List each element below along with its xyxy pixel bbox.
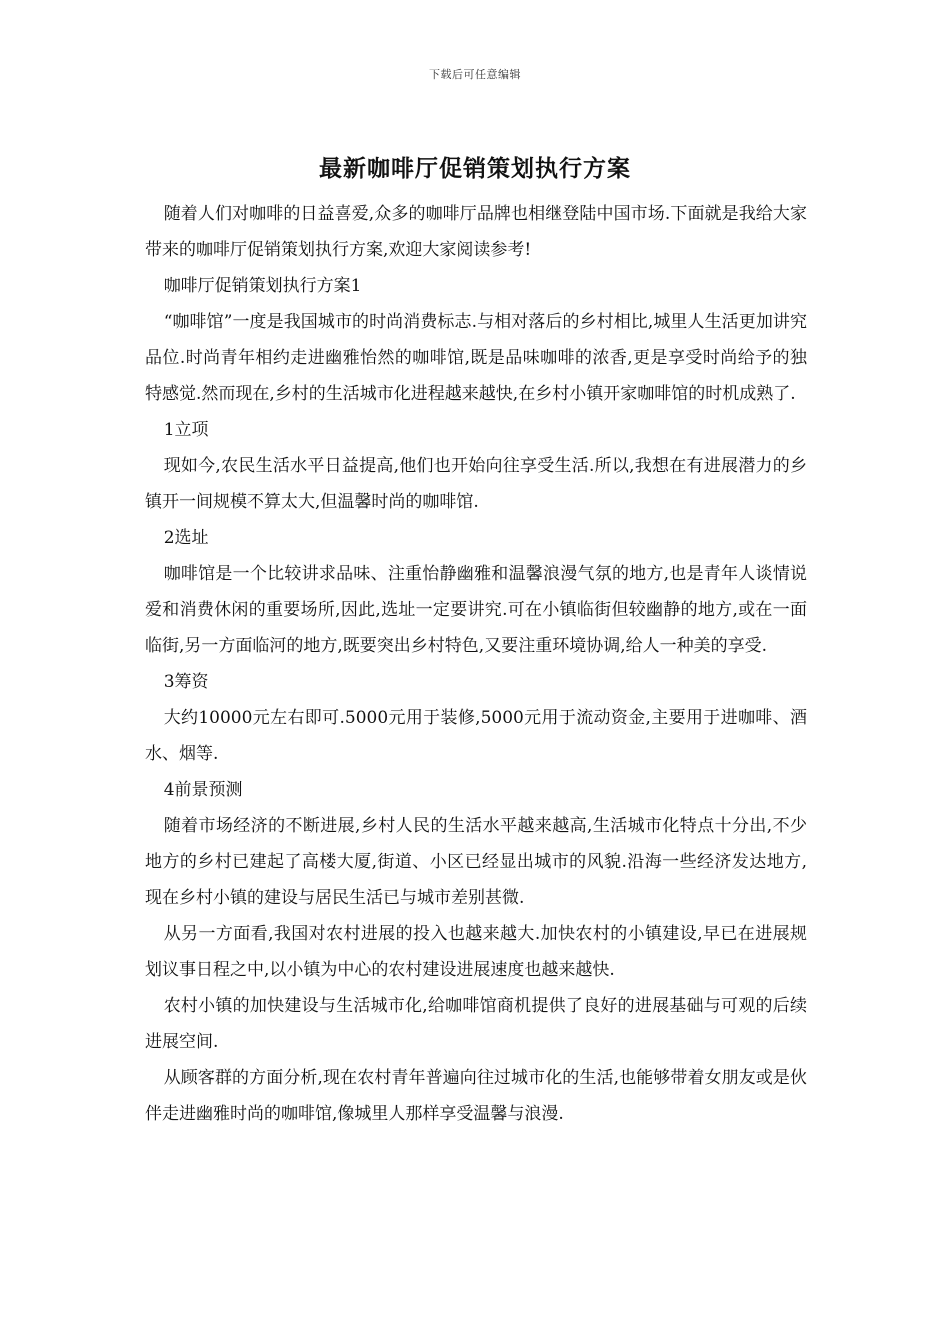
section-heading-plan-1: 咖啡厅促销策划执行方案1 — [163, 276, 362, 296]
paragraph-outlook-1: 随着市场经济的不断进展,乡村人民的生活水平越来越高,生活城市化特点十分出,不少地方的乡村已建起了高楼大厦,街道、小区已经显出城市的风貌.沿海一些经济发达地方,现在乡村小镇的建设与居民生活已与城市差别甚微. — [145, 816, 807, 908]
paragraph-outlook-2: 从另一方面看,我国对农村进展的投入也越来越大.加快农村的小镇建设,早已在进展规划议事日程之中,以小镇为中心的农村建设进展速度也越来越快. — [145, 924, 807, 980]
paragraph-funding: 大约10000元左右即可.5000元用于装修,5000元用于流动资金,主要用于进咖啡、酒水、烟等. — [145, 708, 807, 764]
paragraph-intro: 随着人们对咖啡的日益喜爱,众多的咖啡厅品牌也相继登陆中国市场.下面就是我给大家带来的咖啡厅促销策划执行方案,欢迎大家阅读参考! — [145, 204, 807, 260]
section-heading-project: 1立项 — [163, 420, 209, 440]
paragraph-outlook-3: 农村小镇的加快建设与生活城市化,给咖啡馆商机提供了良好的进展基础与可观的后续进展空间. — [145, 996, 807, 1052]
paragraph-location: 咖啡馆是一个比较讲求品味、注重怡静幽雅和温馨浪漫气氛的地方,也是青年人谈情说爱和消费休闲的重要场所,因此,选址一定要讲究.可在小镇临街但较幽静的地方,或在一面临街,另一方面临河的地方,既要突出乡村特色,又要注重环境协调,给人一种美的享受. — [145, 564, 807, 656]
paragraph-project: 现如今,农民生活水平日益提高,他们也开始向往享受生活.所以,我想在有进展潜力的乡镇开一间规模不算太大,但温馨时尚的咖啡馆. — [145, 456, 807, 512]
header-note: 下载后可任意编辑 — [429, 68, 521, 81]
section-heading-location: 2选址 — [163, 528, 209, 548]
section-heading-outlook: 4前景预测 — [163, 780, 243, 800]
document-body — [145, 196, 807, 1132]
paragraph-outlook-4: 从顾客群的方面分析,现在农村青年普遍向往过城市化的生活,也能够带着女朋友或是伙伴走进幽雅时尚的咖啡馆,像城里人那样享受温馨与浪漫. — [145, 1068, 807, 1124]
section-heading-funding: 3筹资 — [163, 672, 209, 692]
document-title: 最新咖啡厅促销策划执行方案 — [319, 155, 631, 182]
paragraph-background: “咖啡馆”一度是我国城市的时尚消费标志.与相对落后的乡村相比,城里人生活更加讲究品位.时尚青年相约走进幽雅怡然的咖啡馆,既是品味咖啡的浓香,更是享受时尚给予的独特感觉.然而现在,乡村的生活城市化进程越来越快,在乡村小镇开家咖啡馆的时机成熟了. — [145, 312, 807, 404]
